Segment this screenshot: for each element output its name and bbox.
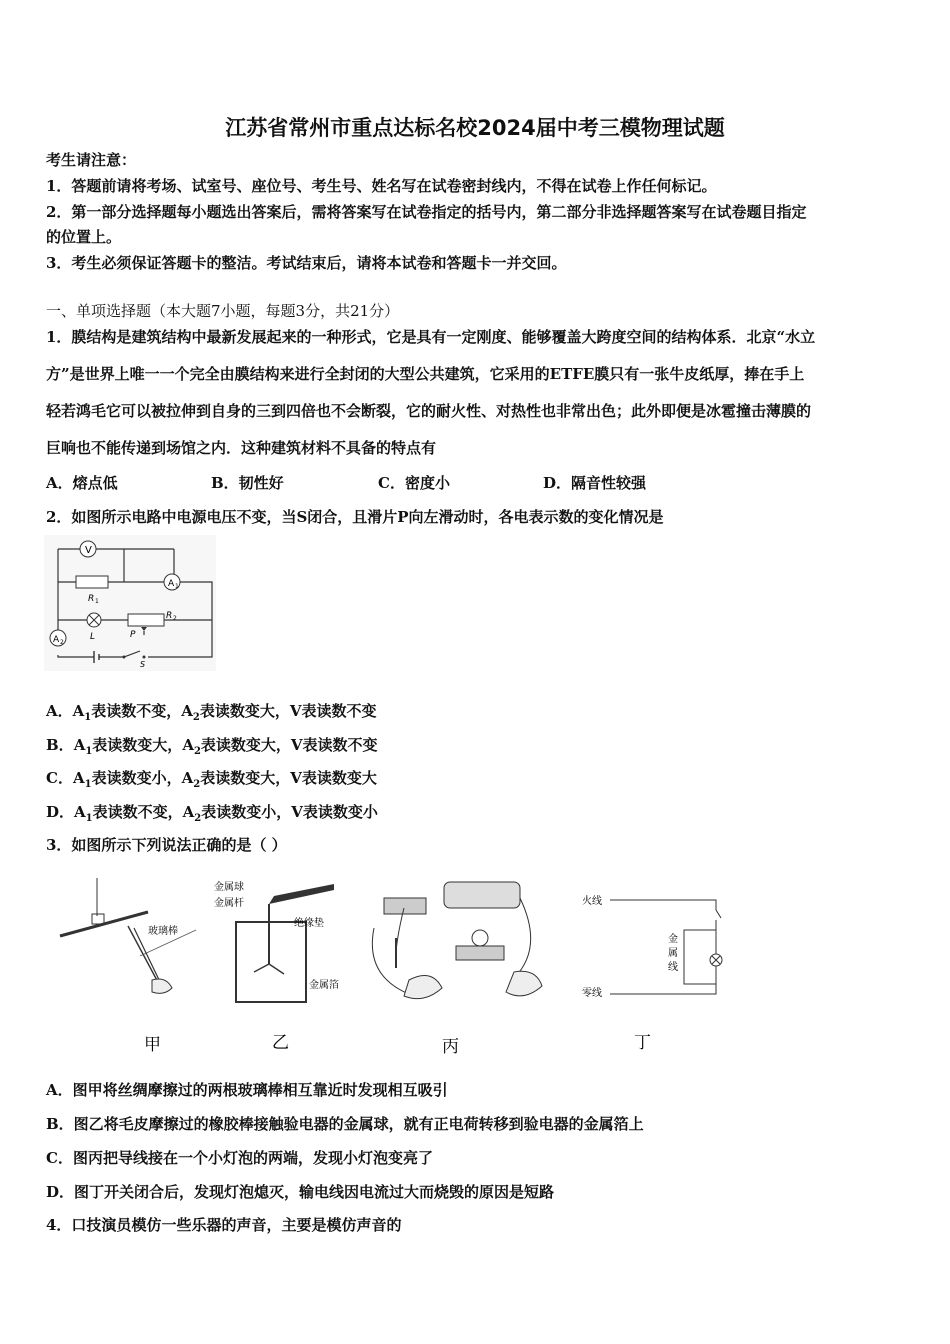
q1-option-d: D．隔音性较强: [543, 474, 647, 492]
rubber-rod-icon: [269, 884, 334, 904]
metal-wire-label-3: 线: [668, 962, 678, 973]
figure-jia: [60, 878, 196, 1055]
notice-item-2: 2．第一部分选择题每小题选出答案后，需将答案写在试卷指定的括号内，第二部分非选择题答案写在试卷题目指定: [46, 203, 807, 221]
bulb-icon: [472, 930, 488, 946]
rheostat-r2-icon: [128, 614, 164, 626]
figure-yi: [214, 880, 339, 1053]
notice-item-2-cont: 的位置上。: [46, 228, 122, 246]
q3-option-a: A．图甲将丝绸摩擦过的两根玻璃棒相互靠近时发现相互吸引: [46, 1081, 448, 1099]
a2-label: A: [53, 635, 60, 645]
voltmeter-label: V: [85, 545, 92, 556]
figure-ding: [582, 894, 722, 1053]
r1-subscript: 1: [95, 598, 99, 605]
notice-item-3: 3．考生必须保证答题卡的整洁。考试结束后，请将本试卷和答题卡一并交回。: [46, 254, 567, 272]
metal-rod-label: 金属杆: [214, 898, 244, 909]
q1-option-c: C．密度小: [378, 474, 450, 492]
left-hand-icon: [404, 976, 442, 999]
battery-pack-icon: [444, 882, 520, 908]
slider-label: P: [130, 630, 136, 640]
q2-option-a: A．$A_1$表读数不变，$A_2$表读数变大，V表读数不变: [46, 702, 377, 723]
q4-stem: 4．口技演员模仿一些乐器的声音，主要是模仿声音的: [46, 1216, 402, 1234]
r1-label: R: [88, 594, 95, 604]
q2-stem: 2．如图所示电路中电源电压不变，当S闭合，且滑片P向左滑动时，各电表示数的变化情况是: [46, 508, 664, 526]
q2-circuit-diagram: [44, 535, 216, 671]
electroscope-icon: [236, 922, 306, 1002]
caption-ding: 丁: [634, 1033, 651, 1053]
glass-rod-label: 玻璃棒: [148, 926, 178, 937]
hand-icon: [152, 979, 172, 993]
q1-line-1: 1．膜结构是建筑结构中最新发展起来的一种形式，它是具有一定刚度、能够覆盖大跨度空间的结构体系．北京“水立: [46, 328, 816, 346]
caption-yi: 乙: [272, 1033, 289, 1053]
q3-stem: 3．如图所示下列说法正确的是（ ）: [46, 836, 287, 854]
notice-item-1: 1．答题前请将考场、试室号、座位号、考生号、姓名写在试卷密封线内，不得在试卷上作任何标记。: [46, 177, 717, 195]
notice-heading: 考生请注意：: [46, 151, 137, 169]
metal-foil-label: 金属箔: [309, 980, 339, 991]
caption-jia: 甲: [144, 1035, 161, 1055]
page-title: 江苏省常州市重点达标名校2024届中考三模物理试题: [225, 116, 725, 140]
r2-label: R: [166, 611, 173, 621]
right-hand-icon: [506, 971, 542, 996]
q1-option-b: B．韧性好: [211, 474, 284, 492]
a2-subscript: 2: [60, 639, 64, 646]
q1-line-3: 轻若鸿毛它可以被拉伸到自身的三到四倍也不会断裂，它的耐火性、对热性也非常出色；此外即便是冰雹撞击薄膜的: [46, 402, 812, 420]
q3-option-d: D．图丁开关闭合后，发现灯泡熄灭，输电线因电流过大而烧毁的原因是短路: [46, 1183, 555, 1201]
metal-wire-label-2: 属: [668, 948, 678, 959]
q3-option-b: B．图乙将毛皮摩擦过的橡胶棒接触验电器的金属球，就有正电荷转移到验电器的金属箔上: [46, 1115, 644, 1133]
q2-option-d: D．$A_1$表读数不变，$A_2$表读数变小，V表读数变小: [46, 803, 378, 824]
knife-switch-icon: [384, 898, 426, 914]
resistor-r1-icon: [76, 576, 108, 588]
bulb-holder-icon: [456, 946, 504, 960]
metal-wire-label-1: 金: [668, 934, 678, 945]
q1-option-a: A．熔点低: [46, 474, 118, 492]
q3-option-c: C．图丙把导线接在一个小灯泡的两端，发现小灯泡变亮了: [46, 1149, 433, 1167]
caption-bing: 丙: [442, 1037, 459, 1057]
lamp-label: L: [90, 632, 96, 642]
metal-ball-label: 金属球: [214, 882, 244, 893]
insulator-label: 绝缘垫: [294, 918, 324, 929]
q2-option-b: B．$A_1$表读数变大，$A_2$表读数变大，V表读数不变: [46, 736, 378, 757]
switch-label: S: [140, 660, 146, 669]
q1-line-2: 方”是世界上唯一一个完全由膜结构来进行全封闭的大型公共建筑，它采用的ETFE膜只有一张牛皮纸厚，捧在手上: [46, 365, 805, 383]
q2-option-c: C．$A_1$表读数变小，$A_2$表读数变大，V表读数变大: [46, 769, 377, 790]
a1-subscript: 1: [175, 583, 179, 590]
section-heading: 一、单项选择题（本大题7小题，每题3分，共21分）: [46, 302, 400, 320]
r2-subscript: 2: [173, 615, 177, 622]
q3-figure-panel: [44, 868, 764, 1060]
a1-label: A: [168, 579, 175, 589]
figure-bing: [372, 882, 542, 1057]
q1-line-4: 巨响也不能传递到场馆之内．这种建筑材料不具备的特点有: [46, 439, 437, 457]
live-wire-label: 火线: [582, 896, 602, 907]
neutral-wire-label: 零线: [582, 988, 602, 999]
